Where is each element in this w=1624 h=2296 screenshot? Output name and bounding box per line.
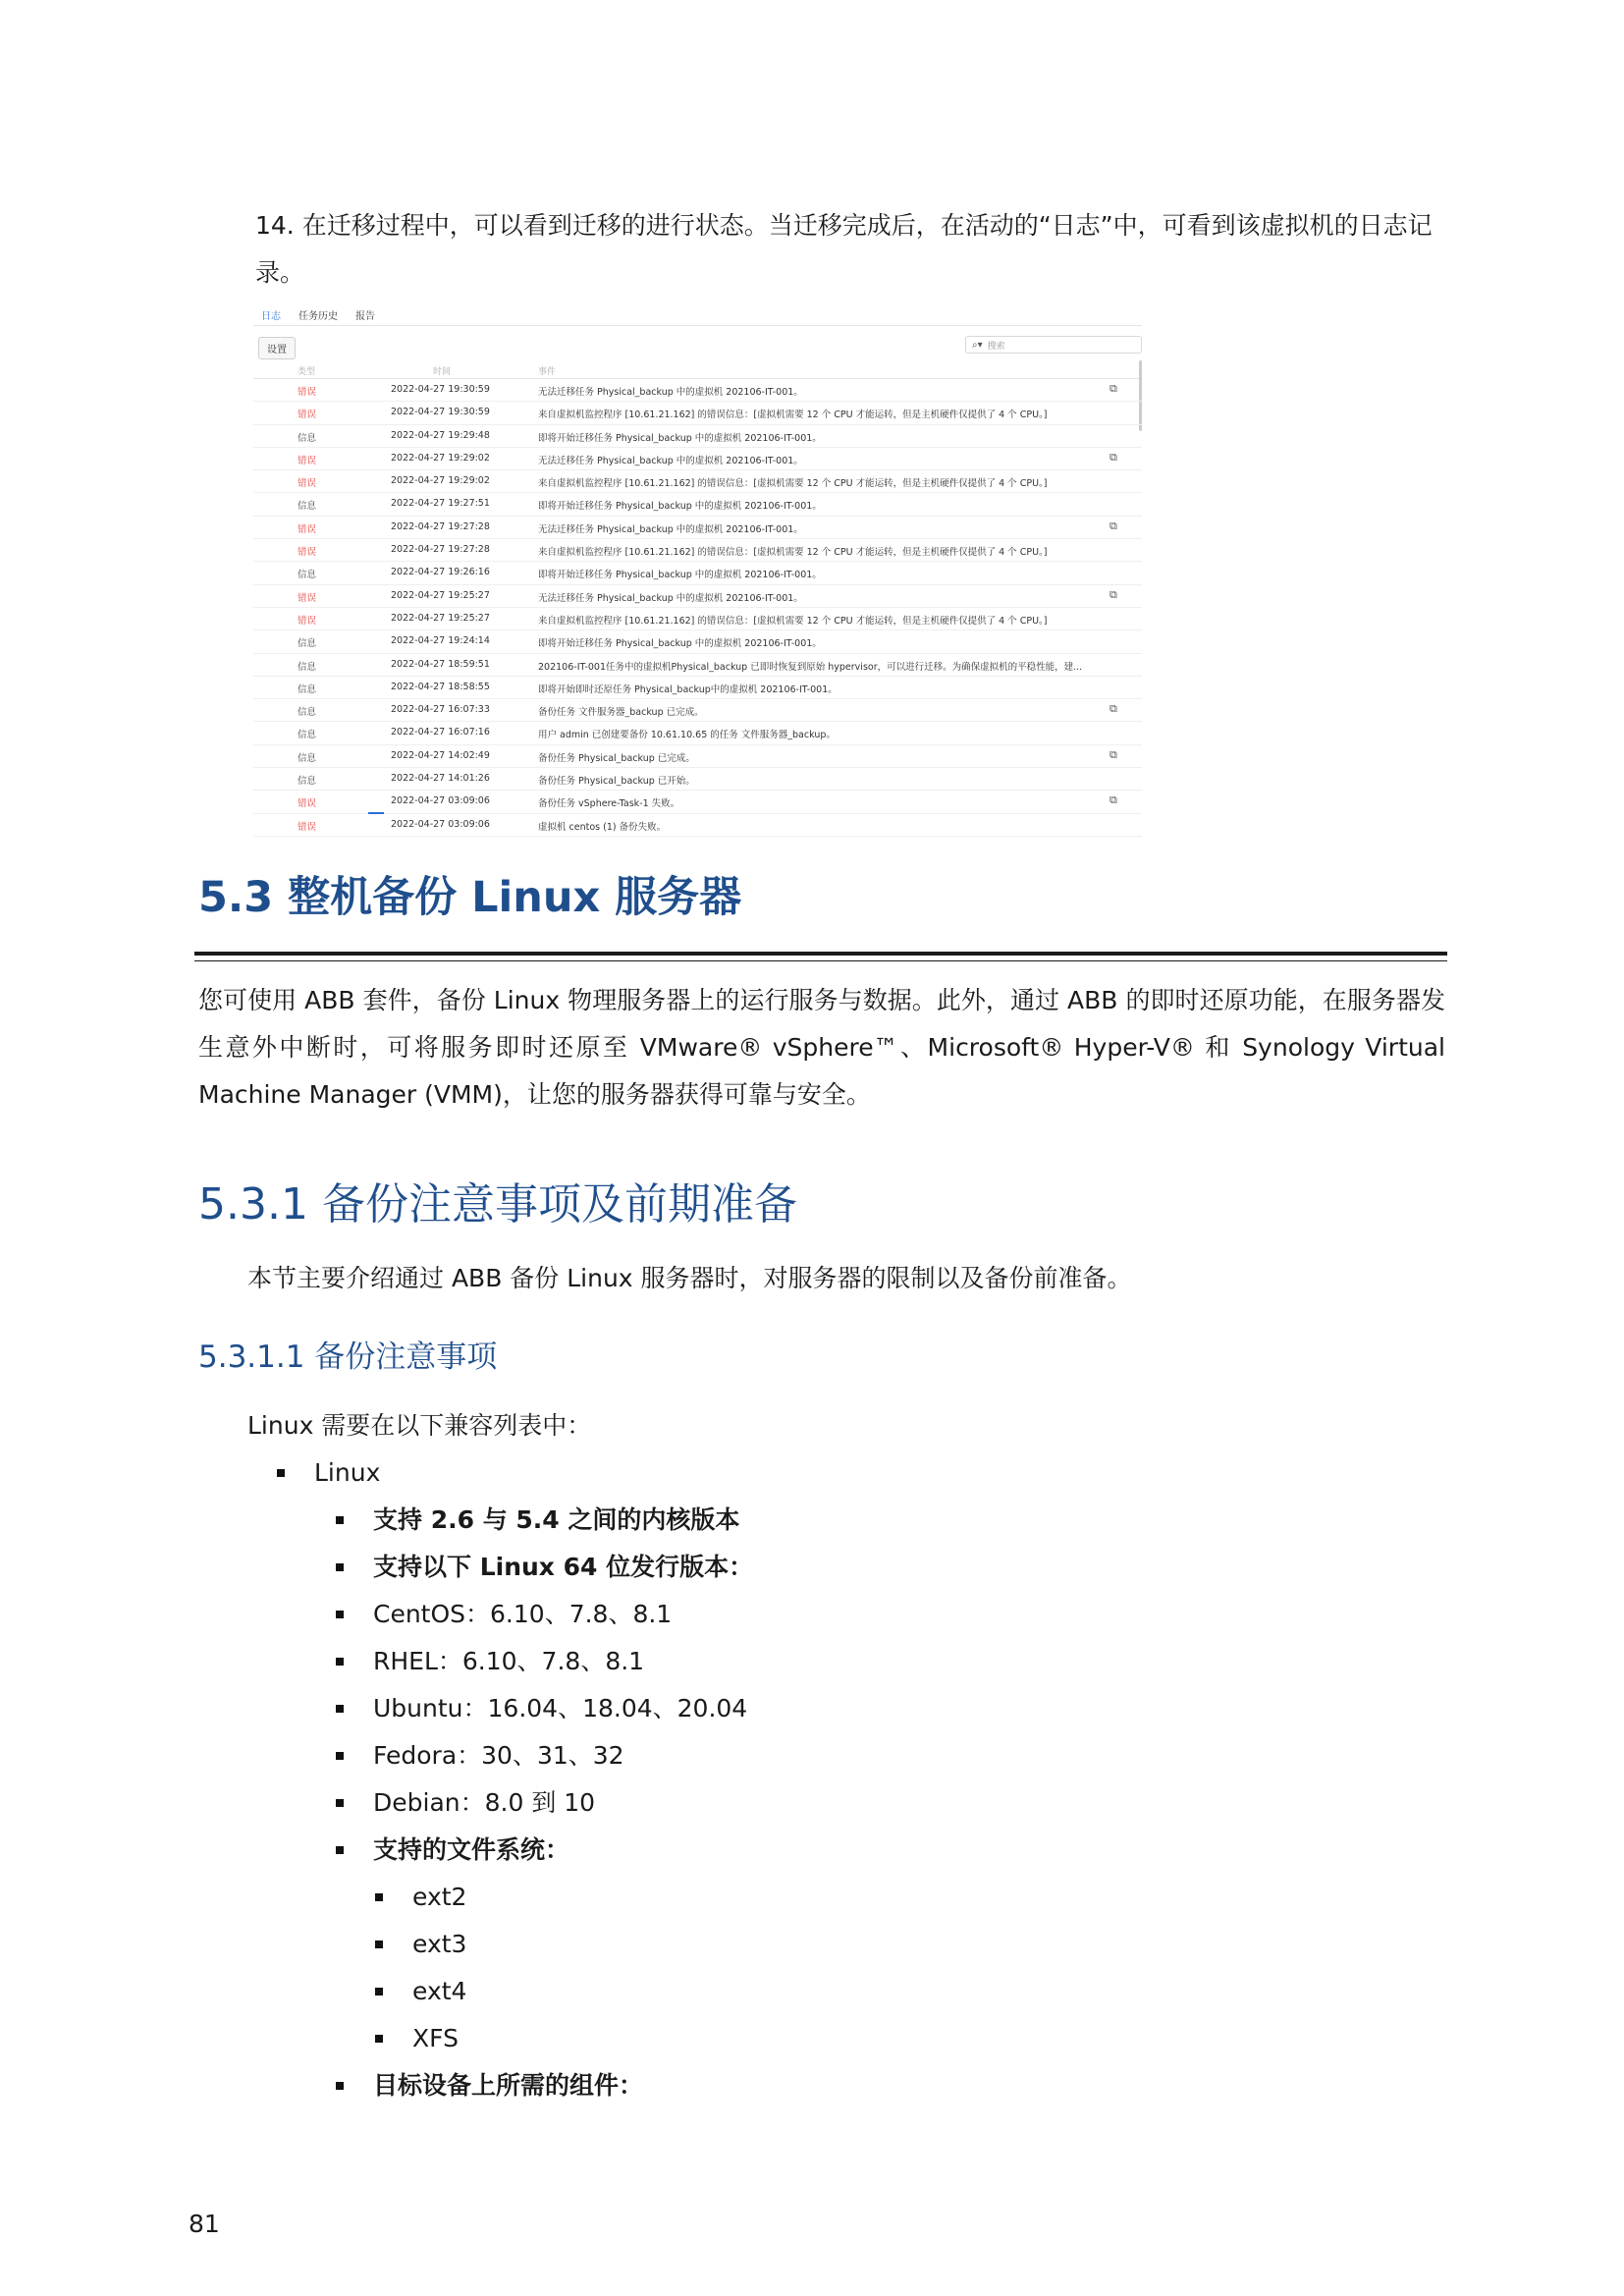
search-icon: ⌕▾ (972, 339, 983, 351)
table-row[interactable] (253, 562, 1142, 584)
table-row[interactable] (253, 677, 1142, 699)
log-time: 2022-04-27 19:30:59 (391, 407, 490, 418)
bullet-icon (336, 1658, 344, 1666)
tab-report[interactable]: 报告 (355, 311, 375, 322)
list-item-xfs: XFS (412, 2015, 459, 2062)
log-time: 2022-04-27 19:27:28 (391, 520, 490, 532)
table-row[interactable] (253, 402, 1142, 424)
log-event: 无法迁移任务 Physical_backup 中的虚拟机 202106-IT-001。 (538, 523, 803, 535)
bullet-icon (375, 1941, 383, 1948)
bullet-icon (375, 1988, 383, 1995)
log-type: 错误 (298, 410, 317, 421)
log-time: 2022-04-27 03:09:06 (391, 795, 490, 807)
log-event: 无法迁移任务 Physical_backup 中的虚拟机 202106-IT-001。 (538, 592, 803, 604)
log-time: 2022-04-27 19:26:16 (391, 567, 490, 578)
scroll-marker (368, 812, 384, 814)
column-event: 事件 (538, 367, 557, 377)
heading-rule-thin (194, 960, 1447, 961)
settings-button[interactable]: 设置 (258, 337, 296, 359)
log-type: 错误 (298, 523, 317, 535)
log-type: 错误 (298, 387, 317, 398)
bullet-icon (336, 1705, 344, 1713)
log-type: 错误 (298, 547, 317, 559)
log-event: 虚拟机 centos (1) 备份失败。 (538, 821, 667, 833)
table-row[interactable] (253, 630, 1142, 653)
step-14-text: 14. 在迁移过程中，可以看到迁移的进行状态。当迁移完成后，在活动的“日志”中，可看到该虚拟机的日志记录。 (255, 211, 1433, 287)
open-external-icon[interactable]: ⧉ (1110, 747, 1117, 761)
log-event: 即将开始迁移任务 Physical_backup 中的虚拟机 202106-IT-001。 (538, 501, 822, 513)
log-table-header (253, 362, 1142, 379)
log-type: 信息 (298, 752, 317, 764)
section-heading-5-3-1: 5.3.1 备份注意事项及前期准备 (198, 1179, 797, 1230)
bullet-icon (336, 2082, 344, 2090)
bullet-icon (336, 1846, 344, 1854)
log-time: 2022-04-27 18:58:55 (391, 681, 490, 692)
section-heading-5-3-1-1: 5.3.1.1 备份注意事项 (198, 1339, 498, 1375)
log-type: 错误 (298, 798, 317, 810)
open-external-icon[interactable]: ⧉ (1110, 519, 1117, 532)
search-input[interactable] (965, 336, 1142, 354)
log-event: 来自虚拟机监控程序 [10.61.21.162] 的错误信息：[虚拟机需要 12 个 CPU 才能运转，但是主机硬件仅提供了 4 个 CPU。] (538, 615, 1048, 627)
log-time: 2022-04-27 16:07:16 (391, 727, 490, 738)
open-external-icon[interactable]: ⧉ (1110, 382, 1117, 395)
bullet-icon (336, 1611, 344, 1618)
table-row[interactable] (253, 493, 1142, 516)
log-type: 信息 (298, 707, 317, 719)
log-type: 信息 (298, 638, 317, 650)
log-type: 信息 (298, 501, 317, 513)
log-type: 错误 (298, 615, 317, 627)
bullet-icon (336, 1799, 344, 1807)
table-row[interactable] (253, 517, 1142, 539)
log-event: 用户 admin 已创建要备份 10.61.10.65 的任务 文件服务器_backup。 (538, 730, 836, 741)
section-intro: 本节主要介绍通过 ABB 备份 Linux 服务器时，对服务器的限制以及备份前准备。 (247, 1264, 1132, 1292)
log-event: 即将开始即时还原任务 Physical_backup中的虚拟机 202106-IT-001。 (538, 683, 838, 695)
log-event: 来自虚拟机监控程序 [10.61.21.162] 的错误信息：[虚拟机需要 12 个 CPU 才能运转，但是主机硬件仅提供了 4 个 CPU。] (538, 410, 1048, 421)
log-time: 2022-04-27 19:27:28 (391, 544, 490, 556)
log-time: 2022-04-27 14:02:49 (391, 749, 490, 761)
tab-divider (253, 325, 1142, 326)
table-row[interactable] (253, 379, 1142, 402)
heading-rule-thick (194, 952, 1447, 956)
list-item-ext4: ext4 (412, 1968, 466, 2015)
log-event: 备份任务 Physical_backup 已完成。 (538, 752, 695, 764)
log-time: 2022-04-27 19:29:48 (391, 429, 490, 441)
log-type: 错误 (298, 455, 317, 466)
table-row[interactable] (253, 814, 1142, 837)
log-event: 即将开始迁移任务 Physical_backup 中的虚拟机 202106-IT-001。 (538, 570, 822, 581)
list-item-filesystems: 支持的文件系统： (373, 1827, 569, 1874)
log-type: 错误 (298, 478, 317, 490)
tab-log[interactable]: 日志 (261, 311, 281, 322)
section-paragraph: 您可使用 ABB 套件，备份 Linux 物理服务器上的运行服务与数据。此外，通过 ABB 的即时还原功能，在服务器发生意外中断时，可将服务即时还原至 VMware® vSphere™、Microsoft® Hyper-V® 和 Synology Virtual Machine Manager (VMM)，让您的服务器获得可靠与安全。 (198, 986, 1445, 1109)
list-item-components: 目标设备上所需的组件： (373, 2062, 643, 2109)
list-item-centos: CentOS：6.10、7.8、8.1 (373, 1591, 672, 1638)
tab-task-history[interactable]: 任务历史 (298, 311, 338, 322)
open-external-icon[interactable]: ⧉ (1110, 702, 1117, 716)
log-event: 即将开始迁移任务 Physical_backup 中的虚拟机 202106-IT-001。 (538, 432, 822, 444)
log-tabs (261, 307, 375, 322)
log-type: 信息 (298, 570, 317, 581)
log-event: 备份任务 文件服务器_backup 已完成。 (538, 707, 704, 719)
list-item-ext2: ext2 (412, 1874, 466, 1921)
list-item-ext3: ext3 (412, 1921, 466, 1968)
log-type: 信息 (298, 730, 317, 741)
list-item-debian: Debian：8.0 到 10 (373, 1779, 595, 1827)
list-item-ubuntu: Ubuntu：16.04、18.04、20.04 (373, 1685, 747, 1732)
table-row[interactable] (253, 768, 1142, 791)
log-event: 无法迁移任务 Physical_backup 中的虚拟机 202106-IT-001。 (538, 455, 803, 466)
section-heading-5-3: 5.3 整机备份 Linux 服务器 (198, 873, 742, 922)
bullet-icon (336, 1516, 344, 1524)
log-event: 来自虚拟机监控程序 [10.61.21.162] 的错误信息：[虚拟机需要 12 个 CPU 才能运转，但是主机硬件仅提供了 4 个 CPU。] (538, 478, 1048, 490)
table-row[interactable] (253, 448, 1142, 470)
log-type: 信息 (298, 432, 317, 444)
log-time: 2022-04-27 19:27:51 (391, 498, 490, 510)
table-row[interactable] (253, 745, 1142, 768)
column-time: 时间 (433, 367, 452, 377)
table-row[interactable] (253, 722, 1142, 744)
search-placeholder: 搜索 (987, 341, 1005, 352)
page-number: 81 (189, 2210, 220, 2238)
log-type: 错误 (298, 592, 317, 604)
table-row[interactable] (253, 425, 1142, 448)
table-row[interactable] (253, 470, 1142, 493)
log-event: 备份任务 Physical_backup 已开始。 (538, 776, 695, 788)
list-item-rhel: RHEL：6.10、7.8、8.1 (373, 1638, 644, 1685)
open-external-icon[interactable]: ⧉ (1110, 793, 1117, 807)
log-event: 来自虚拟机监控程序 [10.61.21.162] 的错误信息：[虚拟机需要 12 个 CPU 才能运转，但是主机硬件仅提供了 4 个 CPU。] (538, 547, 1048, 559)
log-event: 无法迁移任务 Physical_backup 中的虚拟机 202106-IT-001。 (538, 387, 803, 398)
log-type: 信息 (298, 683, 317, 695)
column-type: 类型 (298, 367, 316, 377)
table-row[interactable] (253, 585, 1142, 608)
log-event: 202106-IT-001任务中的虚拟机Physical_backup 已即时恢复到原始 hypervisor，可以进行迁移。为确保虚拟机的平稳性能，建... (538, 661, 1083, 673)
log-time: 2022-04-27 14:01:26 (391, 773, 490, 785)
table-row[interactable] (253, 791, 1142, 813)
bullet-icon (375, 2035, 383, 2043)
bullet-icon (336, 1563, 344, 1571)
log-time: 2022-04-27 19:25:27 (391, 589, 490, 601)
log-event: 即将开始迁移任务 Physical_backup 中的虚拟机 202106-IT-001。 (538, 638, 822, 650)
bullet-icon (375, 1893, 383, 1901)
log-time: 2022-04-27 19:25:27 (391, 612, 490, 624)
log-time: 2022-04-27 16:07:33 (391, 704, 490, 716)
table-row[interactable] (253, 699, 1142, 722)
log-time: 2022-04-27 19:29:02 (391, 452, 490, 464)
list-item-kernel: 支持 2.6 与 5.4 之间的内核版本 (373, 1497, 739, 1544)
log-event: 备份任务 vSphere-Task-1 失败。 (538, 798, 680, 810)
log-type: 错误 (298, 821, 317, 833)
open-external-icon[interactable]: ⧉ (1110, 450, 1117, 464)
list-item-distros: 支持以下 Linux 64 位发行版本： (373, 1544, 753, 1591)
log-time: 2022-04-27 18:59:51 (391, 658, 490, 670)
log-type: 信息 (298, 776, 317, 788)
compat-lead: Linux 需要在以下兼容列表中： (247, 1411, 592, 1440)
log-table-body (253, 379, 1142, 837)
log-panel-screenshot (253, 300, 1142, 833)
log-time: 2022-04-27 19:29:02 (391, 475, 490, 487)
bullet-icon (336, 1752, 344, 1760)
bullet-icon (277, 1469, 285, 1477)
list-item-linux: Linux (314, 1449, 380, 1497)
log-time: 2022-04-27 03:09:06 (391, 818, 490, 830)
table-row[interactable] (253, 654, 1142, 677)
log-type: 信息 (298, 661, 317, 673)
list-item-fedora: Fedora：30、31、32 (373, 1732, 624, 1779)
open-external-icon[interactable]: ⧉ (1110, 587, 1117, 601)
log-time: 2022-04-27 19:30:59 (391, 384, 490, 395)
table-row[interactable] (253, 608, 1142, 630)
log-time: 2022-04-27 19:24:14 (391, 635, 490, 647)
table-row[interactable] (253, 539, 1142, 562)
